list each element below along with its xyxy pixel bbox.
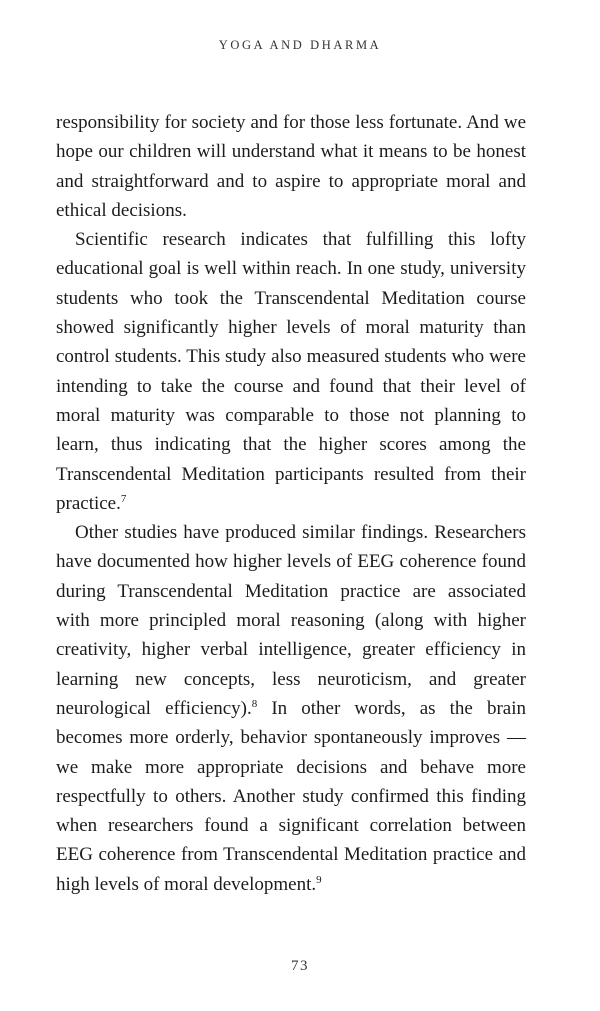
footnote-marker: 7 — [120, 492, 127, 505]
paragraph-text: Other studies have produced similar findings. Researchers have documented how higher levels of EEG coherence found during Transcendental Meditation practice are associated with more principled moral reasoning (along with higher creativity, higher verbal intelligence, greater efficiency in learning new concepts, less neuroticism, and greater neurological efficiency). — [56, 522, 526, 719]
paragraph-text: In other words, as the brain becomes more orderly, behavior spontaneously improves — we make more appropriate decisions and behave more respectfully to others. Another study confirmed this finding when researchers found a significant correlation between EEG coherence from Transcendental Meditation practice and high levels of moral development. — [56, 697, 526, 895]
footnote-marker: 8 — [251, 697, 258, 710]
footnote-marker: 9 — [316, 873, 322, 886]
page-number: 73 — [291, 958, 309, 974]
paragraph-text: responsibility for society and for those less fortunate. And we hope our children will understand what it means to be honest and straightforward and to aspire to appropriate moral and ethical decisions. — [56, 112, 526, 221]
paragraph-other-studies — [56, 518, 526, 899]
body-text — [56, 108, 526, 899]
paragraph-research-study — [56, 225, 526, 518]
paragraph-continued — [56, 108, 526, 225]
running-head: YOGA AND DHARMA — [218, 38, 382, 52]
paragraph-text: Scientific research indicates that fulfilling this lofty educational goal is well within reach. In one study, university students who took the Transcendental Meditation course showed significantly higher levels of moral maturity than control students. This study also measured students who were intending to take the course and found that their level of moral maturity was comparable to those not planning to learn, thus indicating that the higher scores among the Transcendental Meditation participants resulted from their practice. — [56, 229, 526, 514]
